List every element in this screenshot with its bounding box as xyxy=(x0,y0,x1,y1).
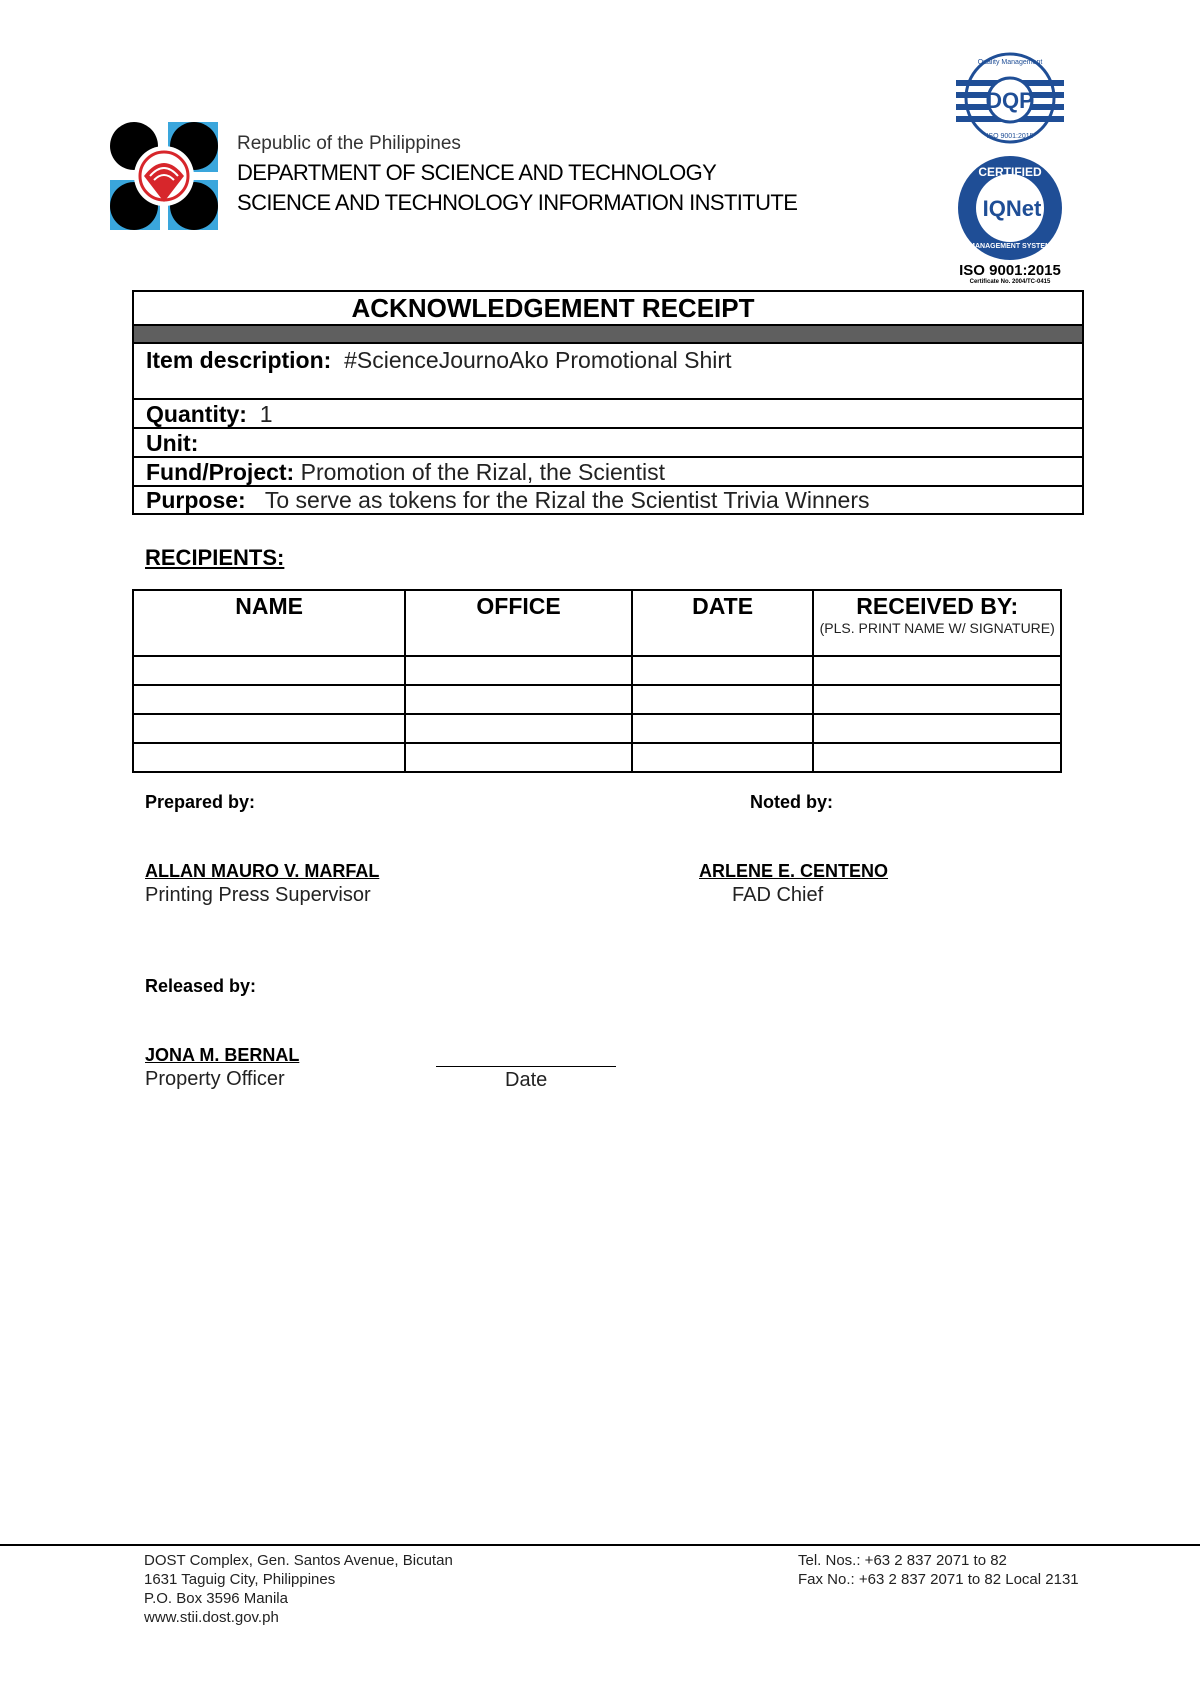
table-cell[interactable] xyxy=(405,685,632,714)
iqnet-mark: IQNet xyxy=(982,196,1042,221)
table-cell[interactable] xyxy=(632,714,814,743)
table-cell[interactable] xyxy=(632,743,814,772)
table-cell[interactable] xyxy=(133,714,405,743)
table-cell[interactable] xyxy=(405,656,632,685)
received-by-label: RECEIVED BY: xyxy=(856,593,1019,619)
quantity-label: Quantity: xyxy=(146,401,247,427)
table-cell[interactable] xyxy=(405,743,632,772)
received-by-note: (PLS. PRINT NAME W/ SIGNATURE) xyxy=(819,620,1055,636)
item-description-label: Item description: xyxy=(146,347,332,373)
released-by-name: JONA M. BERNAL xyxy=(145,1045,300,1065)
dqp-ring-text: Quality Management xyxy=(977,59,1043,66)
table-cell[interactable] xyxy=(632,656,814,685)
iqnet-badge-icon xyxy=(958,156,1062,260)
prepared-by-name: ALLAN MAURO V. MARFAL xyxy=(145,861,380,881)
date-line-label: Date xyxy=(505,1069,548,1091)
iqnet-ring-bottom: MANAGEMENT SYSTEM xyxy=(969,243,1051,250)
receipt-title: ACKNOWLEDGEMENT RECEIPT xyxy=(351,293,755,323)
fund-project-label: Fund/Project: xyxy=(146,459,295,485)
unit-label: Unit: xyxy=(146,430,199,456)
item-description-value: #ScienceJournoAko Promotional Shirt xyxy=(344,347,732,373)
footer-website: www.stii.dost.gov.ph xyxy=(144,1609,279,1626)
fund-project-row xyxy=(134,458,1082,487)
footer-address-line-1: DOST Complex, Gen. Santos Avenue, Bicutan xyxy=(144,1552,453,1569)
republic-label: Republic of the Philippines xyxy=(237,133,461,154)
recipients-heading: RECIPIENTS: xyxy=(145,545,285,570)
item-description-row xyxy=(134,344,1082,400)
table-cell[interactable] xyxy=(813,714,1061,743)
noted-by-label: Noted by: xyxy=(750,792,833,812)
prepared-by-label: Prepared by: xyxy=(145,792,256,812)
quantity-row xyxy=(134,400,1082,429)
dqp-iso-text: ISO 9001:2015 xyxy=(986,133,1034,140)
released-by-label: Released by: xyxy=(145,976,257,996)
dqp-iso-badge-icon xyxy=(956,54,1064,142)
footer-contact xyxy=(798,1551,1079,1589)
noted-by-position: FAD Chief xyxy=(732,884,824,906)
department-name: DEPARTMENT OF SCIENCE AND TECHNOLOGY xyxy=(237,160,717,185)
table-row xyxy=(133,656,1061,685)
table-cell[interactable] xyxy=(632,685,814,714)
footer-divider xyxy=(0,1544,1200,1546)
table-row xyxy=(133,714,1061,743)
purpose-label: Purpose: xyxy=(146,487,246,513)
table-cell[interactable] xyxy=(813,685,1061,714)
released-by-position: Property Officer xyxy=(145,1068,285,1090)
column-header-date: DATE xyxy=(632,590,814,656)
receipt-box xyxy=(132,290,1084,515)
institute-name: SCIENCE AND TECHNOLOGY INFORMATION INSTITUTE xyxy=(237,190,798,215)
column-header-received-by xyxy=(813,590,1061,656)
footer-address xyxy=(144,1551,453,1627)
table-cell[interactable] xyxy=(133,656,405,685)
column-header-name: NAME xyxy=(133,590,405,656)
table-row xyxy=(133,685,1061,714)
table-row xyxy=(133,743,1061,772)
iqnet-ring-top: CERTIFIED xyxy=(978,165,1042,179)
date-signature-line xyxy=(436,1066,616,1067)
column-header-office: OFFICE xyxy=(405,590,632,656)
table-cell[interactable] xyxy=(813,743,1061,772)
fund-project-value: Promotion of the Rizal, the Scientist xyxy=(300,459,665,485)
iso-certificate-number: Certificate No. 2004/TC-0415 xyxy=(969,279,1051,285)
purpose-value: To serve as tokens for the Rizal the Scientist Trivia Winners xyxy=(264,487,870,513)
footer-tel: Tel. Nos.: +63 2 837 2071 to 82 xyxy=(798,1552,1007,1569)
dost-logo-icon xyxy=(108,120,220,232)
purpose-row xyxy=(134,487,1082,515)
recipients-table xyxy=(132,589,1062,773)
iso-label: ISO 9001:2015 xyxy=(959,262,1061,279)
recipients-header-row xyxy=(133,590,1061,656)
table-cell[interactable] xyxy=(133,743,405,772)
unit-row xyxy=(134,429,1082,458)
footer-address-line-3: P.O. Box 3596 Manila xyxy=(144,1590,288,1607)
dqp-mark: DQP xyxy=(986,88,1034,113)
prepared-by-position: Printing Press Supervisor xyxy=(145,884,371,906)
quantity-value: 1 xyxy=(259,401,273,427)
footer-fax: Fax No.: +63 2 837 2071 to 82 Local 2131 xyxy=(798,1571,1079,1588)
noted-by-name: ARLENE E. CENTENO xyxy=(699,861,889,881)
table-cell[interactable] xyxy=(813,656,1061,685)
receipt-title-band xyxy=(134,324,1082,344)
iso-badges xyxy=(950,50,1070,290)
table-cell[interactable] xyxy=(133,685,405,714)
footer-address-line-2: 1631 Taguig City, Philippines xyxy=(144,1571,336,1588)
table-cell[interactable] xyxy=(405,714,632,743)
